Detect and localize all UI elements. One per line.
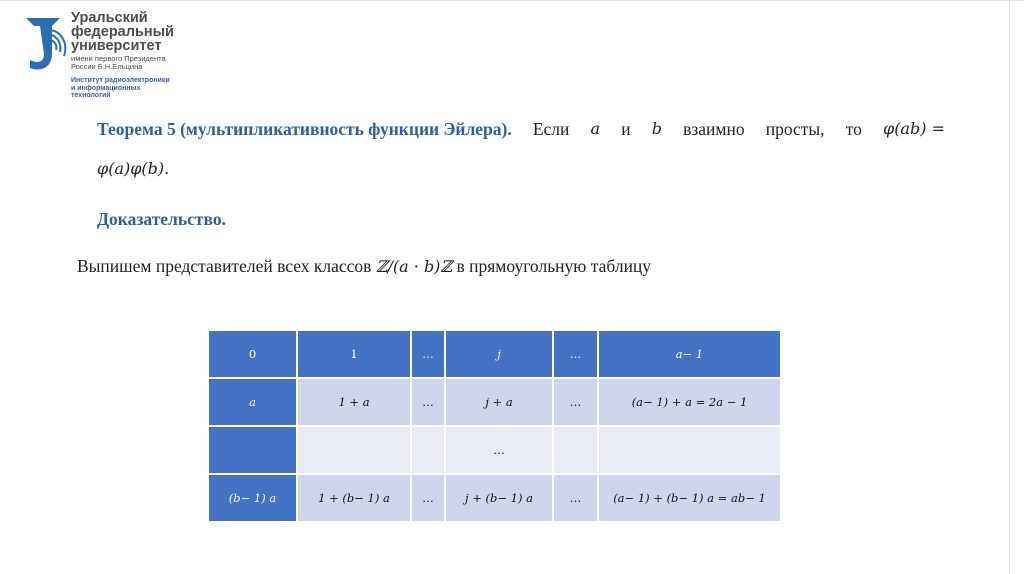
- slide-top-border: [0, 0, 1024, 1]
- urfu-logo-icon: [22, 14, 70, 76]
- table-cell: (b− 1) a: [209, 475, 296, 521]
- university-subtitle: имени первого Президента России Б.Н.Ельцина: [71, 54, 166, 71]
- table-cell: [554, 427, 597, 473]
- theorem-rhs: φ(a)φ(b).: [97, 159, 170, 178]
- var-a: a: [590, 119, 601, 138]
- word-coprime: взаимно: [683, 119, 745, 139]
- table-cell: (a− 1) + (b− 1) a = ab− 1: [599, 475, 780, 521]
- table-cell: [599, 427, 780, 473]
- intro-text-tail: в прямоугольную таблицу: [456, 256, 652, 276]
- word-if: Если: [532, 119, 570, 139]
- table-cell: a: [209, 379, 296, 425]
- residue-table: [207, 329, 782, 523]
- table-cell: 1 + a: [298, 379, 410, 425]
- table-cell: (a− 1) + a = 2a − 1: [599, 379, 780, 425]
- table-row: [209, 379, 780, 425]
- intro-formula: ℤ/(a · b)ℤ: [375, 257, 453, 276]
- table-cell: 1 + (b− 1) a: [298, 475, 410, 521]
- intro-text-lead: Выпишем представителей всех классов: [77, 256, 372, 276]
- table-cell: …: [412, 331, 444, 377]
- table-cell: [412, 427, 444, 473]
- theorem-heading: Теорема 5 (мультипликативность функции Эйлера).: [97, 119, 512, 139]
- table-cell: …: [554, 331, 597, 377]
- slide-right-border: [1009, 0, 1010, 574]
- university-name: Уральский федеральный университет: [71, 10, 174, 54]
- institute-name: Институт радиоэлектроники и информационных технологий: [71, 77, 170, 100]
- var-b: b: [651, 119, 662, 138]
- theorem-statement-line2: [97, 156, 945, 181]
- table-cell: [209, 427, 296, 473]
- table-row: [209, 427, 780, 473]
- table-cell: j + a: [446, 379, 552, 425]
- table-cell: j: [446, 331, 552, 377]
- table-row: [209, 331, 780, 377]
- word-simple: просты,: [765, 119, 825, 139]
- table-cell: …: [412, 379, 444, 425]
- table-cell: …: [554, 475, 597, 521]
- theorem-lhs: φ(ab) =: [882, 119, 945, 138]
- proof-label: Доказательство.: [97, 209, 226, 229]
- table-cell: a− 1: [599, 331, 780, 377]
- table-cell: [298, 427, 410, 473]
- table-row: [209, 475, 780, 521]
- table-cell: …: [446, 427, 552, 473]
- table-cell: …: [554, 379, 597, 425]
- word-then: то: [845, 119, 862, 139]
- intro-text: [77, 254, 651, 279]
- table-cell: …: [412, 475, 444, 521]
- table-cell: j + (b− 1) a: [446, 475, 552, 521]
- table-cell: 0: [209, 331, 296, 377]
- table-cell: 1: [298, 331, 410, 377]
- theorem-statement-line1: [97, 117, 945, 141]
- word-and: и: [621, 119, 631, 139]
